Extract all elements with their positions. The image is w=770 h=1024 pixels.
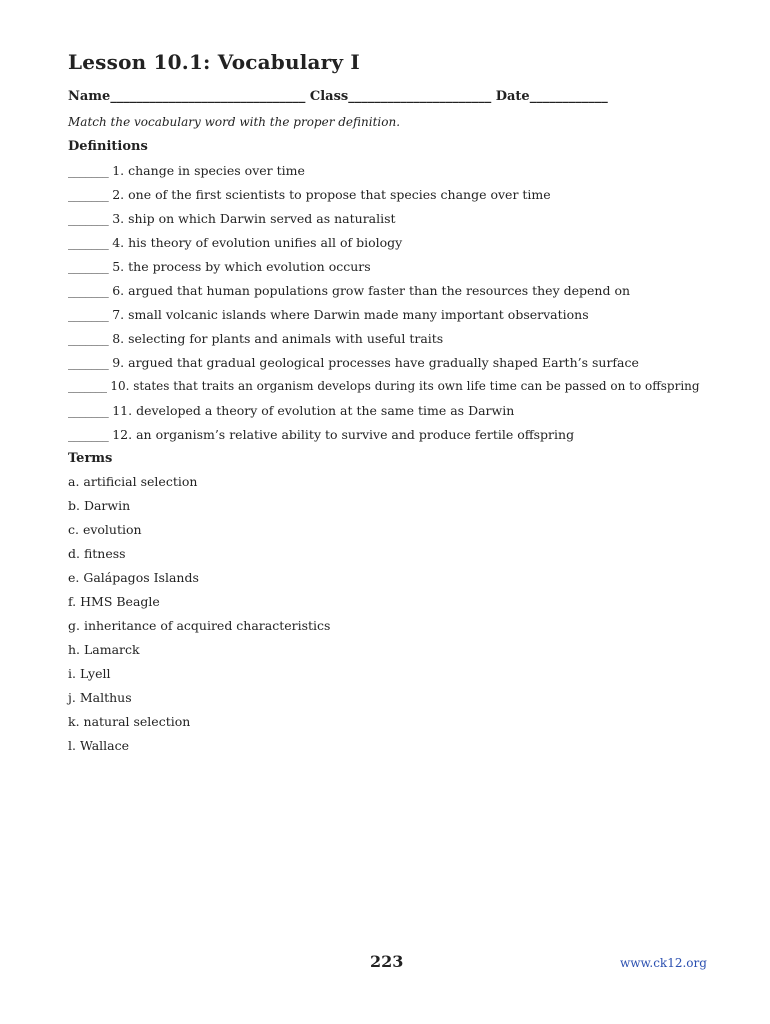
term-item: f. HMS Beagle (68, 594, 160, 609)
term-item: h. Lamarck (68, 642, 140, 657)
page-title: Lesson 10.1: Vocabulary I (68, 50, 360, 74)
definition-row (68, 211, 396, 226)
definition-row (68, 331, 443, 346)
term-item: d. fitness (68, 546, 126, 561)
definition-row (68, 163, 305, 178)
answer-blank: _______ (68, 355, 109, 370)
term-item: c. evolution (68, 522, 142, 537)
page-number: 223 (370, 952, 404, 971)
term-item: a. artificial selection (68, 474, 198, 489)
term-item: b. Darwin (68, 498, 131, 513)
definition-text: 11. developed a theory of evolution at the same time as Darwin (112, 403, 515, 418)
definitions-heading: Definitions (68, 139, 148, 154)
answer-blank: _______ (68, 235, 109, 250)
definition-row (68, 235, 402, 250)
definition-row (68, 307, 589, 322)
answer-blank: _______ (68, 163, 109, 178)
definition-row (68, 379, 700, 393)
definition-row (68, 403, 514, 418)
definition-text: 7. small volcanic islands where Darwin made many important observations (112, 307, 589, 322)
answer-blank: _______ (68, 283, 109, 298)
definition-text: 5. the process by which evolution occurs (112, 259, 371, 274)
definition-row (68, 259, 371, 274)
answer-blank: _______ (68, 259, 109, 274)
definition-text: 6. argued that human populations grow faster than the resources they depend on (112, 283, 631, 298)
term-item: g. inheritance of acquired characteristics (68, 618, 331, 633)
definition-text: 9. argued that gradual geological processes have gradually shaped Earth’s surface (112, 355, 639, 370)
footer-link[interactable]: www.ck12.org (620, 956, 707, 970)
answer-blank: _______ (68, 211, 109, 226)
definition-row (68, 187, 551, 202)
definition-row (68, 427, 574, 442)
definition-text: 3. ship on which Darwin served as naturalist (112, 211, 396, 226)
term-item: l. Wallace (68, 738, 130, 753)
definition-text: 8. selecting for plants and animals with useful traits (112, 331, 444, 346)
answer-blank: _______ (68, 427, 109, 442)
student-info-line: Name______________________________ Class______________________ Date____________ (68, 89, 608, 104)
definition-text: 12. an organism’s relative ability to survive and produce fertile offspring (112, 427, 575, 442)
answer-blank: _______ (68, 379, 107, 393)
answer-blank: _______ (68, 187, 109, 202)
instructions: Match the vocabulary word with the proper definition. (68, 115, 401, 129)
term-item: e. Galápagos Islands (68, 570, 199, 585)
terms-heading: Terms (68, 451, 113, 466)
term-item: i. Lyell (68, 666, 111, 681)
answer-blank: _______ (68, 403, 109, 418)
definition-text: 10. states that traits an organism develops during its own life time can be passed on to offspring (110, 379, 700, 393)
term-item: j. Malthus (68, 690, 132, 705)
definition-text: 2. one of the first scientists to propose that species change over time (112, 187, 551, 202)
term-item: k. natural selection (68, 714, 191, 729)
answer-blank: _______ (68, 307, 109, 322)
definition-text: 4. his theory of evolution unifies all of biology (112, 235, 403, 250)
answer-blank: _______ (68, 331, 109, 346)
definition-text: 1. change in species over time (112, 163, 305, 178)
definition-row (68, 283, 630, 298)
definition-row (68, 355, 639, 370)
